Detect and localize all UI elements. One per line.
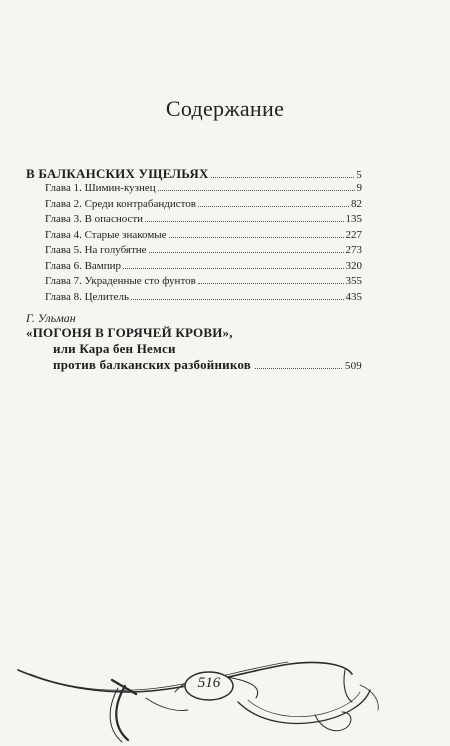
toc-part-1[interactable] <box>26 166 362 182</box>
toc-chapter-6[interactable] <box>26 260 362 276</box>
page-ref: 435 <box>345 290 362 303</box>
chapter-label: Глава 2. Среди контрабандистов <box>45 197 196 210</box>
chapter-label: Глава 7. Украденные сто фунтов <box>45 275 196 287</box>
toc-chapter-7[interactable] <box>26 275 362 291</box>
toc-chapter-1[interactable] <box>26 182 362 198</box>
page-number: 516 <box>197 675 221 691</box>
dot-leader <box>198 206 349 207</box>
page-ref: 9 <box>356 182 362 194</box>
part-title: В БАЛКАНСКИХ УЩЕЛЬЯХ <box>26 166 209 181</box>
page-ref: 5 <box>356 169 362 181</box>
dot-leader <box>123 268 343 269</box>
part-title-line-2: или Кара бен Немси <box>53 341 176 356</box>
author-name: Г. Ульман <box>26 311 76 325</box>
toc-chapter-5[interactable] <box>26 244 362 260</box>
dot-leader <box>158 190 355 191</box>
dot-leader <box>169 237 344 238</box>
page-ref: 82 <box>351 197 362 210</box>
chapter-label: Глава 8. Целитель <box>45 290 129 303</box>
chapter-label: Глава 3. В опасности <box>45 213 144 225</box>
page-ref: 135 <box>345 213 362 225</box>
dot-leader <box>255 368 342 369</box>
page-ref: 355 <box>345 275 362 287</box>
table-of-contents <box>26 166 362 306</box>
dot-leader <box>145 221 343 222</box>
page-ref: 273 <box>345 244 362 256</box>
part-title-line-3: против балканских разбойников <box>53 357 251 372</box>
page-ref: 227 <box>345 228 362 241</box>
page-ref: 320 <box>345 259 362 272</box>
toc-chapter-4[interactable] <box>26 229 362 245</box>
dot-leader <box>131 299 344 300</box>
toc-chapter-3[interactable] <box>26 213 362 229</box>
page-ref: 509 <box>344 360 362 372</box>
dot-leader <box>211 177 355 178</box>
toc-part-2[interactable] <box>26 325 362 373</box>
chapter-label: Глава 4. Старые знакомые <box>45 228 167 241</box>
chapter-label: Глава 6. Вампир <box>45 259 122 272</box>
dot-leader <box>149 252 344 253</box>
part-title-line-3-row <box>26 357 362 373</box>
toc-chapter-2[interactable] <box>26 198 362 214</box>
toc-chapter-8[interactable] <box>26 291 362 307</box>
page-title: Содержание <box>165 96 285 121</box>
chapter-label: Глава 5. На голубятне <box>45 244 147 256</box>
dot-leader <box>198 283 344 284</box>
part-title-line-1: «ПОГОНЯ В ГОРЯЧЕЙ КРОВИ», <box>26 325 233 340</box>
chapter-label: Глава 1. Шимин-кузнец <box>45 182 156 194</box>
